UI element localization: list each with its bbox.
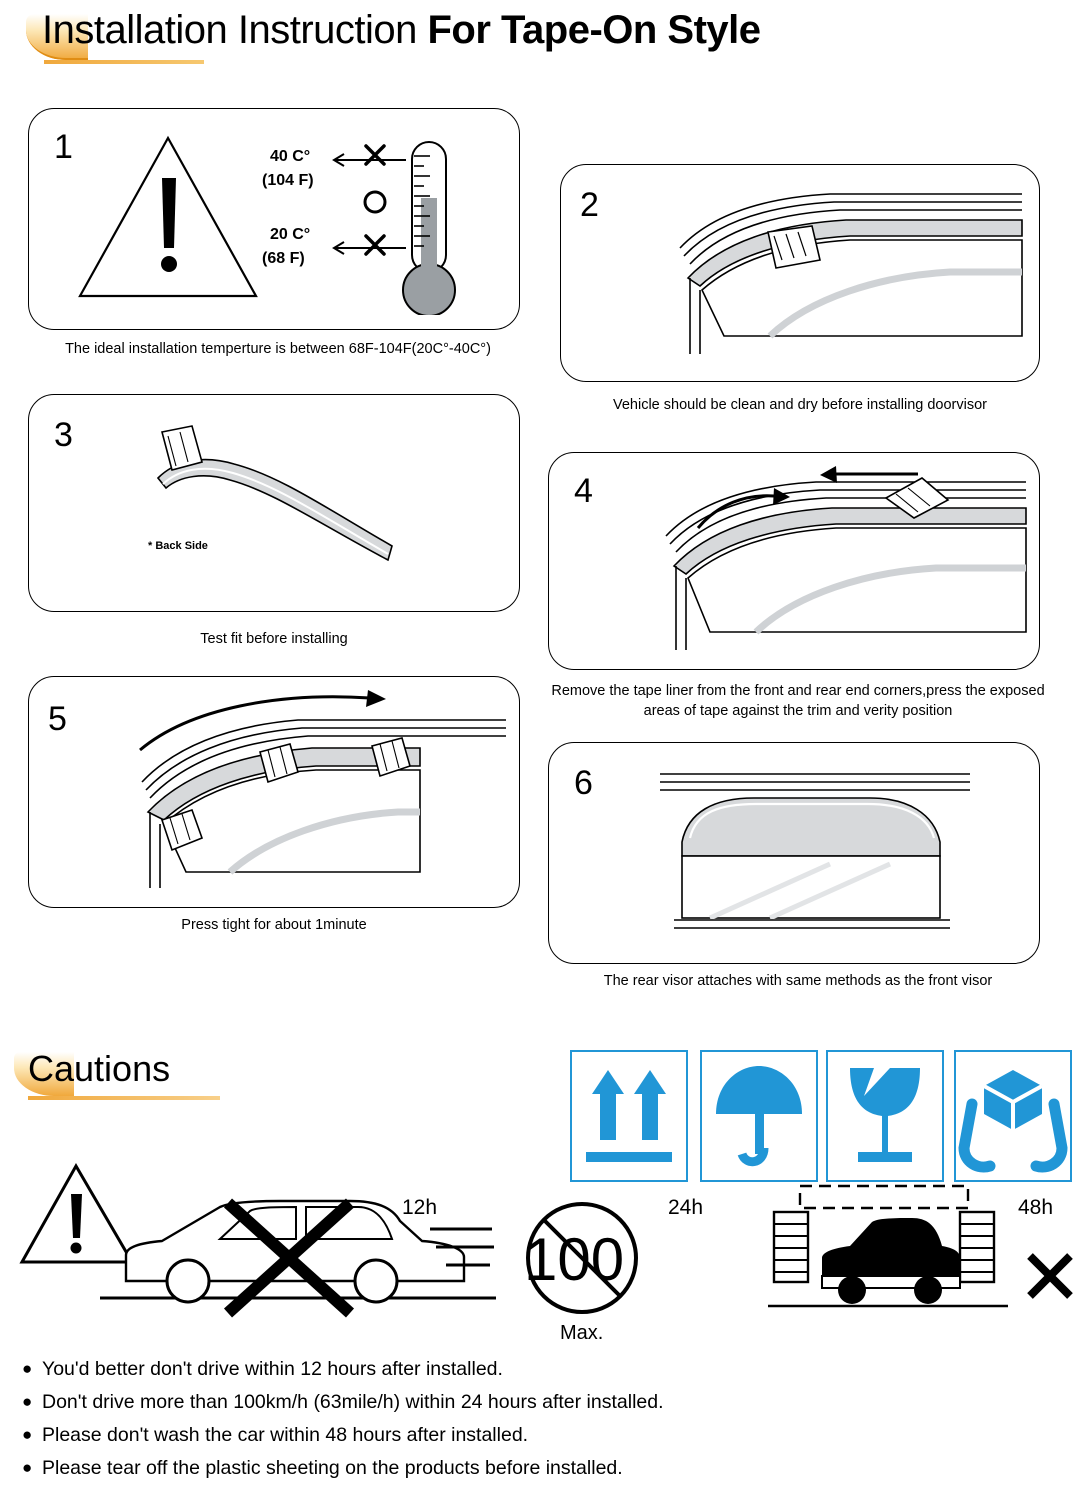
cautions-bullet-list (22, 1355, 1062, 1487)
cautions-heading: Cautions (28, 1048, 171, 1089)
bullet-marker: ● (22, 1392, 33, 1411)
bullet-text: Please tear off the plastic sheeting on the products before installed. (42, 1457, 623, 1479)
speed-limit-max-label: Max. (560, 1322, 604, 1344)
bullet-item (22, 1355, 1062, 1383)
bullet-marker: ● (22, 1425, 33, 1444)
title-underline-decoration (44, 60, 204, 64)
no-wash-cross-icon (1024, 1250, 1076, 1302)
page-title-bar (14, 6, 1014, 72)
page-title-part1: Installation Instruction (42, 8, 428, 52)
bullet-item (22, 1421, 1062, 1449)
no-drive-car-graphic (100, 1185, 500, 1320)
bullet-text: Please don't wash the car within 48 hours after installed. (42, 1424, 529, 1446)
step-2-number: 2 (580, 186, 599, 224)
step-6-number: 6 (574, 764, 593, 802)
step-3-back-side-label: * Back Side (148, 540, 208, 552)
step-5-number: 5 (48, 700, 67, 738)
fragile-glass-icon-box (826, 1050, 944, 1182)
bullet-text: Don't drive more than 100km/h (63mile/h) within 24 hours after installed. (42, 1391, 664, 1413)
no-wash-hours-label: 48h (1018, 1196, 1054, 1219)
step-6-illustration (650, 760, 980, 942)
fragile-glass-icon (828, 1052, 942, 1180)
page-title (42, 8, 761, 53)
step-4-illustration (640, 466, 1030, 662)
step-3-caption: Test fit before installing (200, 631, 348, 647)
speed-limit-value: 100 (524, 1226, 625, 1293)
step-4-number: 4 (574, 472, 593, 510)
no-drive-hours-label: 12h (402, 1196, 438, 1219)
step-4-caption: Remove the tape liner from the front and rear end corners,press the exposed areas of tape against the trim and verity position (551, 683, 1045, 719)
no-car-wash-graphic (760, 1178, 1020, 1323)
step-5-illustration (120, 690, 510, 900)
step-1-cold-fahrenheit-label: (68 F) (262, 250, 305, 267)
bullet-item (22, 1454, 1062, 1482)
step-1-hot-fahrenheit-label: (104 F) (262, 172, 314, 189)
step-1-number: 1 (54, 128, 73, 166)
step-1-caption: The ideal installation temperture is between 68F-104F(20C°-40C°) (65, 341, 491, 357)
bullet-item (22, 1388, 1062, 1416)
step-1-cold-celsius-label: 20 C° (270, 226, 311, 243)
step-2-illustration (650, 186, 1030, 364)
step-3-number: 3 (54, 416, 73, 454)
cautions-underline-decoration (28, 1096, 220, 1100)
step-5-caption: Press tight for about 1minute (181, 917, 367, 933)
step-2-caption: Vehicle should be clean and dry before installing doorvisor (612, 397, 987, 413)
bullet-text: You'd better don't drive within 12 hours after installed. (42, 1358, 503, 1380)
step-6-caption: The rear visor attaches with same methods as the front visor (603, 973, 993, 989)
step-3-illustration (130, 418, 420, 578)
bullet-marker: ● (22, 1458, 33, 1477)
keep-dry-umbrella-icon-box (700, 1050, 818, 1182)
keep-dry-umbrella-icon (702, 1052, 816, 1180)
this-side-up-icon-box (570, 1050, 688, 1182)
handle-with-care-icon (956, 1052, 1070, 1180)
speed-hours-label: 24h (668, 1196, 704, 1219)
handle-with-care-icon-box (954, 1050, 1072, 1182)
step-1-hot-celsius-label: 40 C° (270, 148, 311, 165)
this-side-up-icon (572, 1052, 686, 1180)
page-title-part2: For Tape-On Style (427, 8, 761, 52)
bullet-marker: ● (22, 1359, 33, 1378)
